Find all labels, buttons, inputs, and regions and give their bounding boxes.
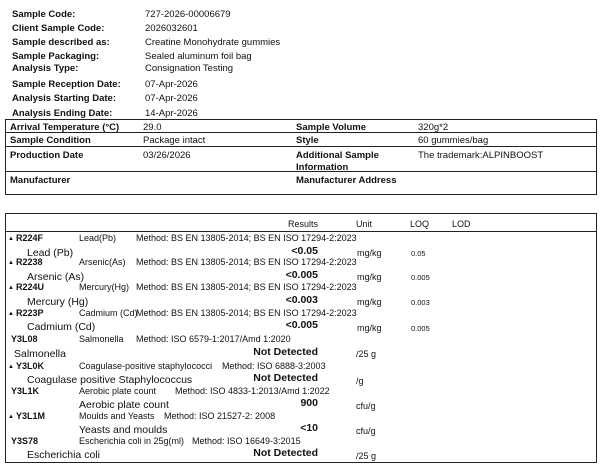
result-value: 900 (300, 397, 318, 409)
starting-date-label: Analysis Starting Date: (12, 93, 116, 104)
triangle-icon: ▲ (8, 364, 14, 370)
result-value: Not Detected (253, 372, 318, 384)
result-unit: /25 g (356, 349, 377, 359)
result-unit: cfu/g (356, 426, 376, 436)
test-method: Method: ISO 16649-3:2015 (192, 436, 301, 446)
test-name: Lead(Pb) (79, 233, 117, 243)
loq-value: 0.05 (411, 249, 426, 258)
sample-described-value: Creatine Monohydrate gummies (145, 37, 281, 48)
ending-date-label: Analysis Ending Date: (12, 108, 113, 119)
additional-info-label-line2: Information (296, 162, 349, 173)
client-sample-code-label: Client Sample Code: (12, 23, 105, 34)
test-method: Method: ISO 6579-1:2017/Amd 1:2020 (136, 334, 291, 344)
analyte-name: Aerobic plate count (79, 399, 169, 411)
results-column-header: Results (288, 219, 319, 229)
analyte-name: Lead (Pb) (27, 247, 74, 259)
additional-info-label: Additional Sample (296, 150, 379, 161)
sample-code-label: Sample Code: (12, 9, 76, 20)
analyte-name: Salmonella (14, 348, 66, 360)
sample-volume-label: Sample Volume (296, 122, 367, 133)
test-code: Y3S78 (11, 436, 39, 446)
test-code: ▲ R223P (8, 308, 44, 318)
result-unit: mg/kg (357, 272, 382, 282)
test-method: Method: ISO 6888-3:2003 (222, 361, 326, 371)
result-value: Not Detected (253, 346, 318, 358)
manufacturer-label: Manufacturer (10, 175, 71, 186)
analysis-type-value: Consignation Testing (145, 63, 234, 74)
client-sample-code-value: 2026032601 (145, 23, 198, 34)
test-code: Y3L1K (11, 386, 40, 396)
test-name: Escherichia coli in 25g(ml) (79, 436, 185, 446)
test-method: Method: BS EN 13805-2014; BS EN ISO 17294-2:2023 (136, 233, 357, 243)
arrival-temp-label: Arrival Temperature (°C) (10, 122, 120, 133)
test-method: Method: ISO 21527-2: 2008 (164, 411, 276, 421)
test-code: ▲ R224U (8, 282, 44, 292)
result-value: <0.005 (285, 319, 318, 331)
result-unit: /25 g (356, 451, 377, 461)
result-value: <0.005 (285, 269, 318, 281)
analyte-name: Cadmium (Cd) (27, 321, 96, 333)
result-value: Not Detected (253, 447, 318, 459)
test-code: ▲ Y3L1M (8, 411, 45, 421)
test-code: ▲ R2238 (8, 257, 43, 267)
result-unit: mg/kg (357, 248, 382, 258)
test-code: Y3L08 (11, 334, 38, 344)
additional-info-value: The trademark:ALPINBOOST (418, 150, 544, 161)
analyte-name: Yeasts and moulds (79, 424, 168, 436)
conditions-divider (5, 146, 597, 147)
result-unit: mg/kg (357, 323, 382, 333)
result-value: <0.05 (291, 245, 318, 257)
test-method: Method: ISO 4833-1:2013/Amd 1:2022 (175, 386, 330, 396)
arrival-temp-value: 29.0 (143, 122, 162, 133)
triangle-icon: ▲ (8, 236, 14, 242)
result-value: <10 (300, 422, 318, 434)
sample-packaging-value: Sealed aluminum foil bag (145, 51, 252, 62)
test-name: Aerobic plate count (79, 386, 157, 396)
production-date-label: Production Date (10, 150, 84, 161)
test-code: ▲ R224F (8, 233, 43, 243)
test-name: Coagulase-positive staphylococci (79, 361, 213, 371)
analyte-name: Escherichia coli (27, 449, 100, 461)
loq-value: 0.005 (411, 324, 430, 333)
analyte-name: Arsenic (As) (27, 271, 85, 283)
test-code: ▲ Y3L0K (8, 361, 44, 371)
style-label: Style (296, 135, 319, 146)
test-name: Cadmium (Cd) (79, 308, 138, 318)
test-name: Salmonella (79, 334, 124, 344)
test-name: Mercury(Hg) (79, 282, 130, 292)
test-name: Arsenic(As) (79, 257, 126, 267)
analyte-name: Coagulase positive Staphylococcus (27, 374, 193, 386)
test-method: Method: BS EN 13805-2014; BS EN ISO 17294-2:2023 (136, 257, 357, 267)
analysis-type-label: Analysis Type: (12, 63, 79, 74)
loq-value: 0.003 (411, 298, 430, 307)
results-header-divider (5, 231, 597, 232)
test-name: Moulds and Yeasts (79, 411, 155, 421)
triangle-icon: ▲ (8, 285, 14, 291)
loq-column-header: LOQ (410, 219, 430, 229)
sample-condition-value: Package intact (143, 135, 206, 146)
triangle-icon: ▲ (8, 311, 14, 317)
result-unit: cfu/g (356, 401, 376, 411)
analyte-name: Mercury (Hg) (27, 296, 89, 308)
ending-date-value: 14-Apr-2026 (145, 108, 198, 119)
manufacturer-address-label: Manufacturer Address (296, 175, 397, 186)
unit-column-header: Unit (356, 219, 373, 229)
result-value: <0.003 (285, 294, 318, 306)
triangle-icon: ▲ (8, 414, 14, 420)
style-value: 60 gummies/bag (418, 135, 489, 146)
starting-date-value: 07-Apr-2026 (145, 93, 198, 104)
result-unit: mg/kg (357, 297, 382, 307)
sample-packaging-label: Sample Packaging: (12, 51, 100, 62)
sample-described-label: Sample described as: (12, 37, 110, 48)
reception-date-label: Sample Reception Date: (12, 79, 121, 90)
lod-column-header: LOD (452, 219, 471, 229)
reception-date-value: 07-Apr-2026 (145, 79, 198, 90)
triangle-icon: ▲ (8, 260, 14, 266)
sample-code-value: 727-2026-00006679 (145, 9, 231, 20)
result-unit: /g (356, 376, 364, 386)
production-date-value: 03/26/2026 (143, 150, 191, 161)
sample-volume-value: 320g*2 (418, 122, 449, 133)
test-method: Method: BS EN 13805-2014; BS EN ISO 17294-2:2023 (136, 308, 357, 318)
test-method: Method: BS EN 13805-2014; BS EN ISO 17294-2:2023 (136, 282, 357, 292)
loq-value: 0.005 (411, 273, 430, 282)
sample-condition-label: Sample Condition (10, 135, 91, 146)
